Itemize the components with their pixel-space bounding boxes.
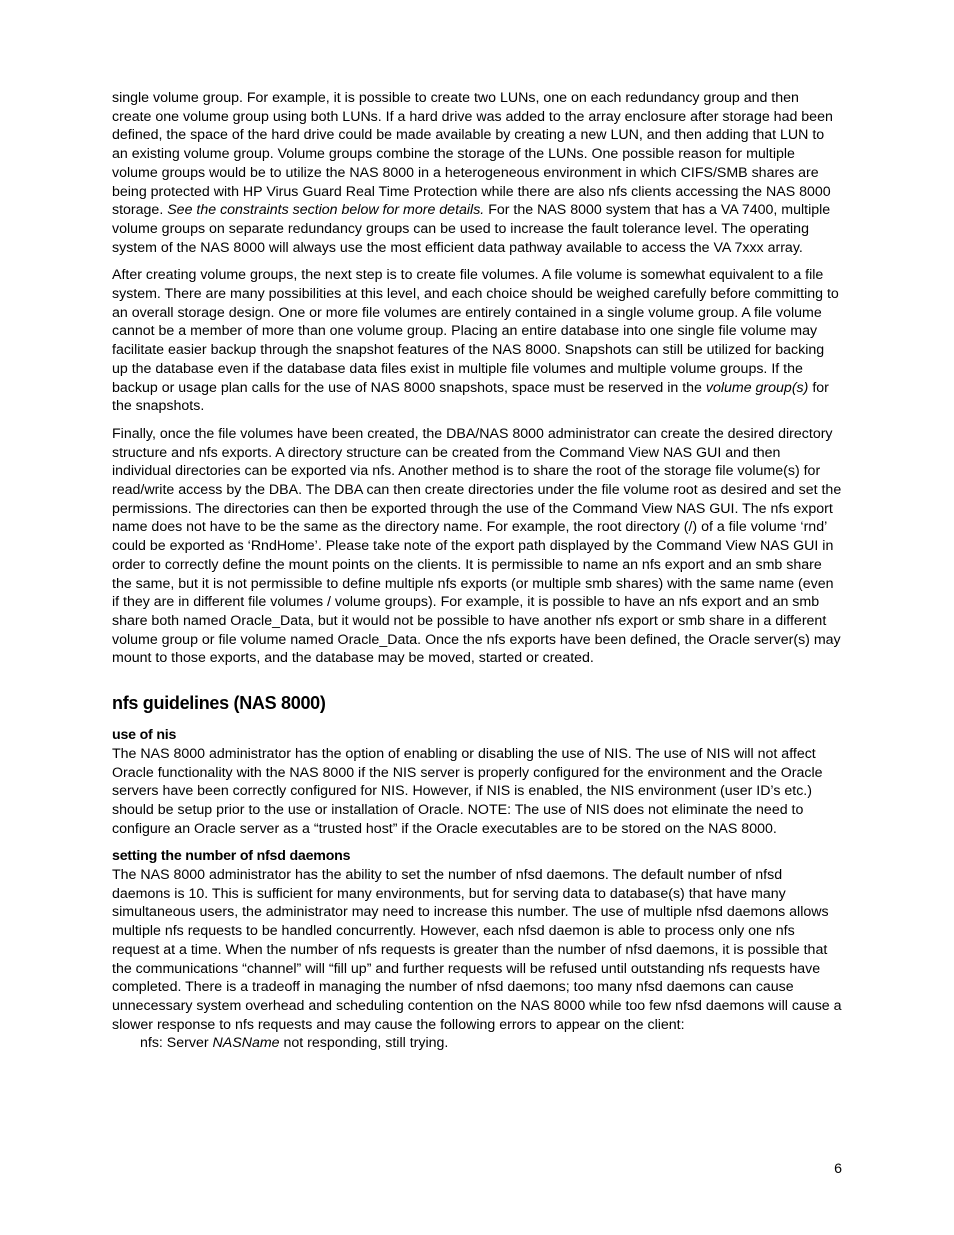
section-heading: nfs guidelines (NAS 8000)	[112, 693, 326, 714]
subsection-nfsd	[112, 847, 842, 1053]
paragraph-file-volumes: After creating volume groups, the next step is to create file volumes. A file volume is somewhat equivalent to a file system. There are many possibilities at this level, and each choice should be weighed carefully before committing to an overall storage design. One or more file volumes are entirely contained in a single volume group. A file volume cannot be a member of more than one volume group. Placing an entire database into one single file volume may facilitate easier backup through the snapshot features of the NAS 8000. Snapshots can still be utilized for backing up the database even if the database data files exist in multiple file volumes and multiple volume groups. If the backup or usage plan calls for the use of NAS 8000 snapshots, space must be reserved in the volume group(s) for the snapshots.	[112, 267, 839, 415]
subsection-text-nfsd: The NAS 8000 administrator has the ability to set the number of nfsd daemons. The default number of nfsd daemons is 10. This is sufficient for many environments, but for serving data to database(s) that have many simultaneous users, the administrator may need to increase this number. The use of multiple nfsd daemons allows multiple nfs requests to be handled concurrently. However, each nfsd daemon is able to process only one nfs request at a time. When the number of nfs requests is greater than the number of nfsd daemons, it is possible that the communications “channel” will “fill up” and further requests will be refused until outstanding nfs requests have completed. There is a tradeoff in managing the number of nfsd daemons; too many nfsd daemons can cause unnecessary system overhead and scheduling contention on the NAS 8000 while too few nfsd daemons will cause a slower response to nfs requests and may cause the following errors to appear on the client:	[112, 867, 842, 1033]
page-number: 6	[834, 1161, 842, 1177]
emphasis-nasname: NASName	[212, 1035, 280, 1052]
subsection-text-nis: The NAS 8000 administrator has the option of enabling or disabling the use of NIS. The use of NIS will not affect Oracle functionality with the NAS 8000 if the NIS server is properly configured for the environment and the Oracle servers have been correctly configured for NIS. However, if NIS is enabled, the NIS environment (user ID’s etc.) should be setup prior to the use or installation of Oracle. NOTE: The use of NIS does not eliminate the need to configure an Oracle server as a “trusted host” if the Oracle executables are to be stored on the NAS 8000.	[112, 745, 823, 837]
paragraph-volume-groups: single volume group. For example, it is possible to create two LUNs, one on each redundancy group and then create one volume group using both LUNs. If a hard drive was added to the array enclosure after storage had been defined, the space of the hard drive could be made available by creating a new LUN, and then adding that LUN to an existing volume group. Volume groups combine the storage of the LUNs. One possible reason for multiple volume groups would be to utilize the NAS 8000 in a heterogeneous environment in which CIFS/SMB shares are being protected with HP Virus Guard Real Time Protection while there are also nfs clients accessing the NAS 8000 storage. See the constraints section below for more details. For the NAS 8000 system that has a VA 7400, multiple volume groups on separate redundancy groups can be used to increase the fault tolerance level. The operating system of the NAS 8000 will always use the most efficient data pathway available to access the VA 7xxx array.	[112, 90, 833, 256]
subsection-heading-nfsd: setting the number of nfsd daemons	[112, 848, 351, 865]
emphasis-volume-groups: volume group(s)	[705, 379, 809, 396]
subsection-nis	[112, 726, 842, 838]
document-page	[112, 89, 842, 1062]
subsection-heading-nis: use of nis	[112, 727, 177, 744]
emphasis-constraints: See the constraints section below for more details.	[167, 202, 485, 219]
error-message-example: nfs: Server NASName not responding, still trying.	[140, 1035, 449, 1052]
paragraph-nfs-exports: Finally, once the file volumes have been created, the DBA/NAS 8000 administrator can create the desired directory structure and nfs exports. A directory structure can be created from the Command View NAS GUI and then individual directories can be exported via nfs. Another method is to share the root of the storage file volume(s) for read/write access by the DBA. The DBA can then create directories under the file volume root as desired and set the permissions. The directories can then be exported through the use of the Command View NAS GUI. The nfs export name does not have to be the same as the directory name. For example, the root directory (/) of a file volume ‘rnd’ could be exported as ‘RndHome’. Please take note of the export path displayed by the Command View NAS GUI in order to correctly define the mount points on the clients. It is permissible to name an nfs export and an smb share the same, but it is not permissible to define multiple nfs exports (or multiple smb shares) with the same name (even if they are in different file volumes / volume groups). For example, it is possible to have an nfs export and an smb share both named Oracle_Data, but it would not be possible to have another nfs export or smb share in a different volume group or file volume named Oracle_Data. Once the nfs exports have been defined, the Oracle server(s) may mount to those exports, and the database may be moved, started or created.	[112, 425, 842, 667]
